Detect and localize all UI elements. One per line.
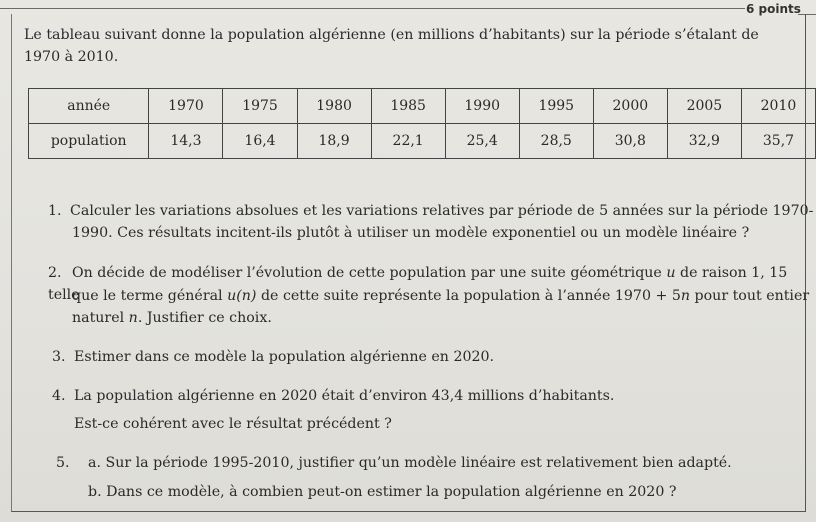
population-cell: 14,3: [149, 124, 223, 159]
question-number: 1.: [48, 203, 62, 219]
population-cell: 22,1: [371, 124, 445, 159]
intro-text: Le tableau suivant donne la population algérienne (en millions d’habitants) sur la période s’étalant de 1970 à 2010.: [24, 27, 759, 65]
question-number: 5.: [56, 455, 70, 471]
population-cell: 16,4: [223, 124, 297, 159]
math-var: n: [128, 310, 138, 326]
question-text: de cette suite représente la population à l’année 1970 + 5: [256, 288, 681, 304]
question-text: La population algérienne en 2020 était d’environ 43,4 millions d’habitants.: [74, 388, 615, 404]
population-table: [28, 88, 816, 159]
row-label-year: année: [29, 89, 149, 124]
question-number: 2.: [48, 265, 62, 281]
top-rule: [0, 8, 745, 9]
question-5a: a. Sur la période 1995-2010, justifier qu’un modèle linéaire est relativement bien adapté.: [88, 455, 732, 471]
question-text: . Justifier ce choix.: [137, 310, 272, 326]
year-cell: 1980: [297, 89, 371, 124]
points-label: 6 points: [746, 2, 801, 16]
question-5: [56, 452, 732, 474]
year-cell: 1985: [371, 89, 445, 124]
question-number: 4.: [52, 388, 66, 404]
question-text: pour tout entier: [690, 288, 810, 304]
year-cell: 1970: [149, 89, 223, 124]
population-cell: 35,7: [741, 124, 815, 159]
row-label-population: population: [29, 124, 149, 159]
question-text: Estimer dans ce modèle la population algérienne en 2020.: [74, 349, 495, 365]
question-number: 3.: [52, 349, 66, 365]
population-row: [29, 124, 816, 159]
year-cell: 2000: [593, 89, 667, 124]
question-text: On décide de modéliser l’évolution de cette population par une suite géométrique: [72, 265, 667, 281]
year-cell: 2005: [667, 89, 741, 124]
question-1: [48, 200, 813, 222]
year-cell: 1990: [445, 89, 519, 124]
question-text: naturel: [72, 310, 129, 326]
question-text: que le terme général: [72, 288, 228, 304]
population-cell: 32,9: [667, 124, 741, 159]
population-cell: 28,5: [519, 124, 593, 159]
math-var: u(n): [227, 288, 257, 304]
math-var: u: [666, 265, 676, 281]
question-4-cont: Est-ce cohérent avec le résultat précédent ?: [74, 416, 392, 432]
year-cell: 1995: [519, 89, 593, 124]
math-var: n: [680, 288, 691, 304]
question-text: de raison 1, 15 telle: [48, 265, 788, 303]
population-cell: 18,9: [297, 124, 371, 159]
year-cell: 1975: [223, 89, 297, 124]
question-2-line3: [72, 307, 272, 329]
population-cell: 25,4: [445, 124, 519, 159]
year-row: [29, 89, 816, 124]
question-3: [52, 346, 494, 368]
question-2-line2: [72, 285, 809, 307]
question-5b: b. Dans ce modèle, à combien peut-on estimer la population algérienne en 2020 ?: [88, 484, 677, 500]
question-text: Calculer les variations absolues et les variations relatives par période de 5 années sur la période 1970-: [70, 203, 814, 219]
question-1-cont: 1990. Ces résultats incitent-ils plutôt à utiliser un modèle exponentiel ou un modèle linéaire ?: [72, 225, 750, 241]
population-cell: 30,8: [593, 124, 667, 159]
year-cell: 2010: [741, 89, 815, 124]
question-4: [52, 385, 614, 407]
